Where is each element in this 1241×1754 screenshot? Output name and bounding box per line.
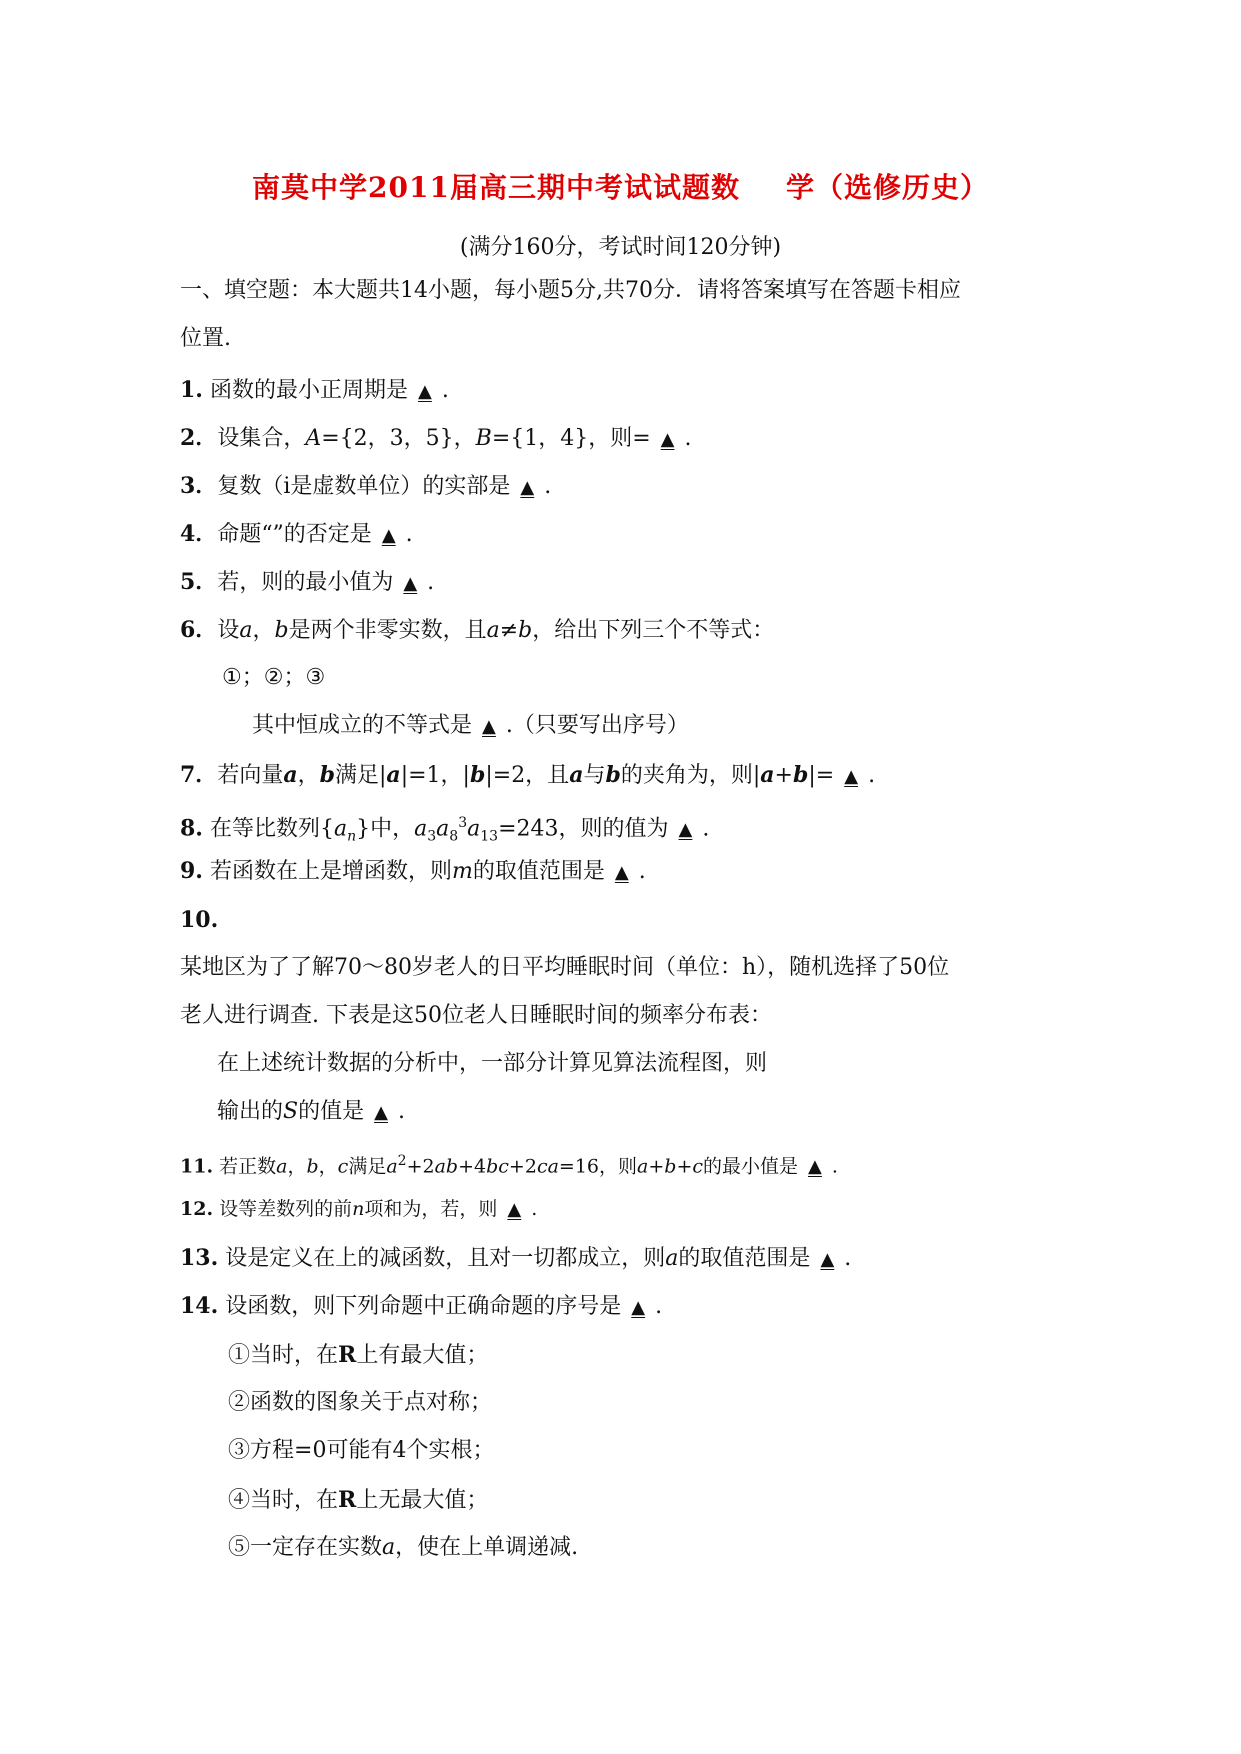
question-7: 7．若向量a，b满足|a|=1，|b|=2，且a与b的夹角为，则|a+b|= ▲ . — [180, 760, 875, 792]
title-part2: 学（选修历史） — [785, 171, 989, 204]
answer-blank: ▲ — [678, 819, 693, 841]
question-14-item-4: ④当时，在R上无最大值； — [228, 1487, 489, 1513]
question-14-item-1: ①当时，在R上有最大值； — [228, 1342, 489, 1368]
answer-blank: ▲ — [482, 716, 496, 737]
question-10-line2: 老人进行调查. 下表是这50位老人日睡眠时间的频率分布表： — [180, 1003, 772, 1028]
question-12: 12. 设等差数列的前n项和为，若，则 ▲ . — [180, 1194, 537, 1225]
question-6-options: ①；②；③ — [222, 665, 326, 690]
section-heading-line1: 一、填空题：本大题共14小题，每小题5分,共70分．请将答案填写在答题卡相应 — [180, 278, 961, 303]
answer-blank: ▲ — [614, 862, 629, 883]
question-10-line1: 某地区为了了解70～80岁老人的日平均睡眠时间（单位：h），随机选择了50位 — [180, 955, 950, 980]
question-9: 9. 若函数在上是增函数，则m的取值范围是 ▲ . — [180, 856, 646, 888]
question-10-line4: 输出的S的值是 ▲ . — [217, 1097, 405, 1128]
answer-blank: ▲ — [417, 381, 432, 402]
question-14-item-5: ⑤一定存在实数a，使在上单调递减. — [228, 1535, 579, 1560]
question-10-number: 10. — [180, 907, 219, 933]
answer-blank: ▲ — [808, 1156, 822, 1178]
question-6-prompt: 其中恒成立的不等式是 ▲ .（只要写出序号） — [252, 711, 689, 742]
question-4: 4．命题“”的否定是 ▲ . — [180, 519, 413, 551]
exam-subtitle: (满分160分，考试时间120分钟) — [459, 235, 782, 260]
question-13: 13. 设是定义在上的减函数，且对一切都成立，则a的取值范围是 ▲ . — [180, 1243, 851, 1275]
question-14-item-2: ②函数的图象关于点对称； — [228, 1390, 493, 1415]
answer-blank: ▲ — [844, 766, 859, 787]
question-8: 8. 在等比数列$\{a_n\}$中，$a_3a_8^3a_{13}=243$，则的值为 ▲ . — [180, 815, 710, 845]
question-10-line3: 在上述统计数据的分析中，一部分计算见算法流程图，则 — [217, 1051, 768, 1076]
question-3: 3．复数（i是虚数单位）的实部是 ▲ . — [180, 471, 551, 503]
answer-blank: ▲ — [660, 429, 675, 450]
title-part1: 南莫中学2011届高三期中考试试题数 — [252, 171, 740, 204]
section-heading-line2: 位置. — [180, 326, 231, 351]
page-title — [0, 166, 1241, 206]
question-2: 2．设集合，A={2，3，5}，B={1，4}，则= ▲ . — [180, 423, 692, 455]
answer-blank: ▲ — [381, 525, 396, 546]
question-11: 11. 若正数a，b，c满足$a^2+2ab+4bc+2ca=16$，则a+b+c的最小值是 ▲ . — [180, 1146, 838, 1182]
question-14-item-3: ③方程=0可能有4个实根； — [228, 1438, 495, 1463]
answer-blank: ▲ — [520, 477, 535, 498]
question-14: 14. 设函数，则下列命题中正确命题的序号是 ▲ . — [180, 1291, 662, 1323]
answer-blank: ▲ — [631, 1297, 646, 1318]
answer-blank: ▲ — [403, 573, 418, 594]
question-6: 6．设a，b是两个非零实数，且a≠b，给出下列三个不等式： — [180, 617, 775, 643]
answer-blank: ▲ — [374, 1102, 388, 1123]
question-1: 1. 函数的最小正周期是 ▲ . — [180, 375, 449, 407]
answer-blank: ▲ — [820, 1249, 835, 1270]
question-5: 5．若，则的最小值为 ▲ . — [180, 567, 434, 599]
answer-blank: ▲ — [507, 1199, 522, 1220]
